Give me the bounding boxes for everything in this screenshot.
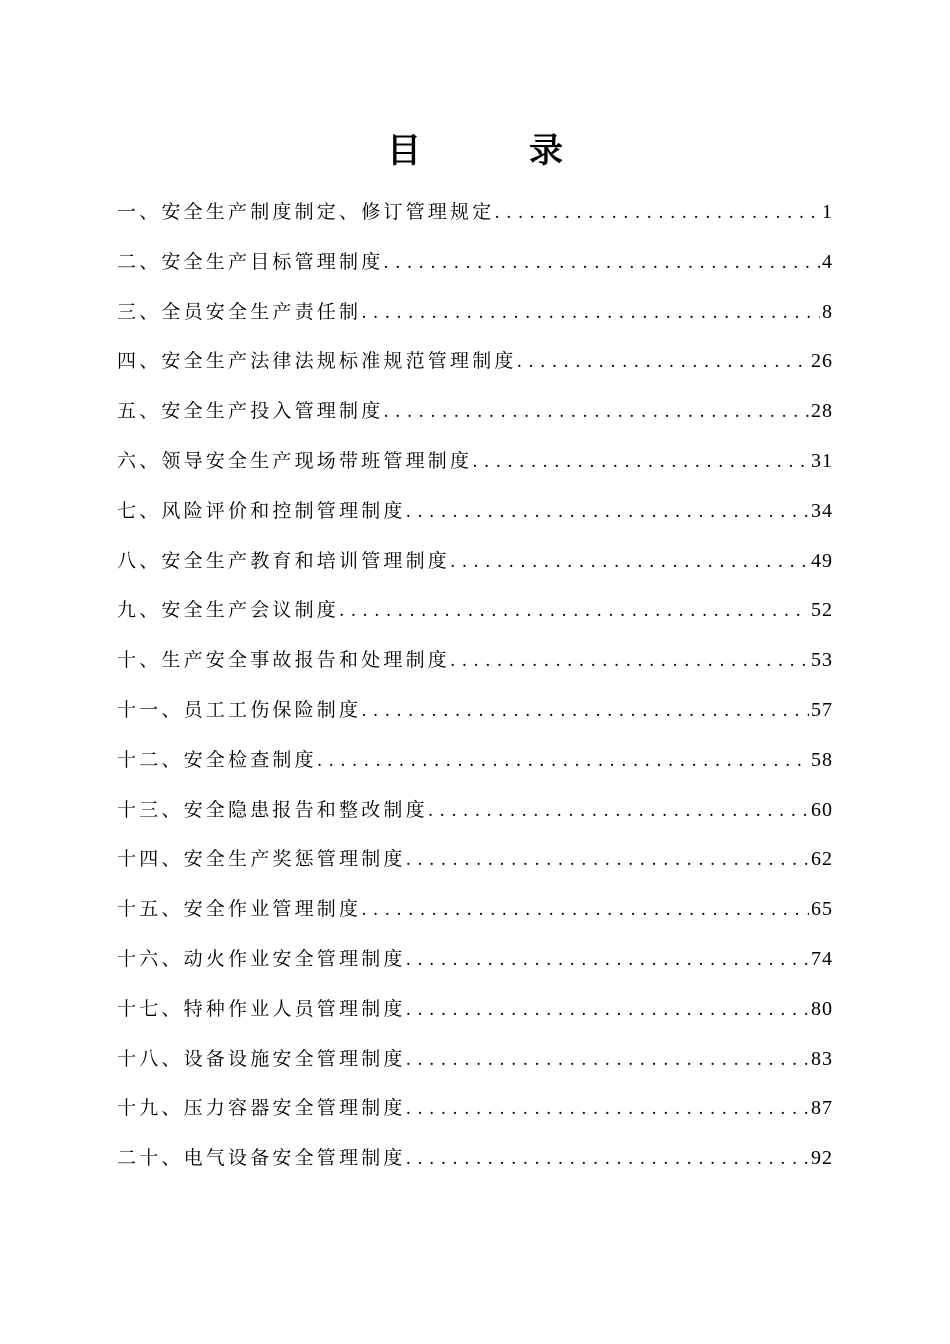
toc-entry[interactable]	[117, 586, 833, 636]
toc-dot-leader	[339, 587, 809, 637]
toc-entry-page: 60	[811, 798, 833, 821]
toc-entry-label: 十六、动火作业安全管理制度	[117, 947, 406, 970]
toc-entry[interactable]	[117, 1134, 833, 1184]
toc-entry-page: 28	[811, 400, 833, 423]
toc-entry-label: 十四、安全生产奖惩管理制度	[117, 848, 406, 871]
toc-dot-leader	[383, 239, 820, 289]
toc-dot-leader	[450, 538, 809, 588]
page-title	[0, 128, 950, 174]
toc-entry-page: 83	[811, 1047, 833, 1070]
toc-entry-page: 80	[811, 997, 833, 1020]
toc-entry-label: 三、全员安全生产责任制	[117, 300, 362, 323]
toc-entry[interactable]	[117, 636, 833, 686]
toc-entry-page: 1	[822, 201, 833, 223]
toc-entry[interactable]	[117, 686, 833, 736]
toc-entry[interactable]	[117, 786, 833, 836]
toc-entry-label: 六、领导安全生产现场带班管理制度	[117, 449, 473, 472]
toc-entry-label: 七、风险评价和控制管理制度	[117, 499, 406, 522]
toc-dot-leader	[406, 986, 809, 1036]
toc-entry-label: 五、安全生产投入管理制度	[117, 400, 384, 423]
toc-entry[interactable]	[117, 537, 833, 587]
toc-dot-leader	[428, 787, 809, 837]
toc-entry-label: 十、生产安全事故报告和处理制度	[117, 649, 451, 672]
toc-entry-label: 二十、电气设备安全管理制度	[117, 1147, 406, 1170]
toc-entry-label: 二、安全生产目标管理制度	[117, 250, 384, 273]
toc-entry-page: 26	[811, 350, 833, 373]
toc-entry-label: 一、安全生产制度制定、修订管理规定	[117, 201, 495, 223]
toc-entry-label: 十九、压力容器安全管理制度	[117, 1097, 406, 1120]
toc-entry-label: 八、安全生产教育和培训管理制度	[117, 549, 451, 572]
toc-entry-label: 十一、员工工伤保险制度	[117, 698, 362, 721]
toc-entry-page: 49	[811, 549, 833, 572]
toc-entry-page: 62	[811, 848, 833, 871]
toc-entry-page: 52	[811, 599, 833, 622]
toc-dot-leader	[361, 886, 809, 936]
toc-entry-label: 十八、设备设施安全管理制度	[117, 1047, 406, 1070]
toc-dot-leader	[406, 836, 809, 886]
toc-entry-label: 十三、安全隐患报告和整改制度	[117, 798, 428, 821]
toc-dot-leader	[450, 637, 809, 687]
toc-entry-page: 57	[811, 698, 833, 721]
toc-dot-leader	[361, 289, 820, 339]
toc-entry-page: 74	[811, 947, 833, 970]
toc-entry-label: 十二、安全检查制度	[117, 748, 317, 771]
toc-dot-leader	[494, 189, 820, 239]
toc-dot-leader	[317, 737, 809, 787]
toc-entry-page: 87	[811, 1097, 833, 1120]
toc-entry[interactable]	[117, 885, 833, 935]
toc-entry-label: 四、安全生产法律法规标准规范管理制度	[117, 350, 517, 373]
toc-dot-leader	[361, 687, 809, 737]
toc-entry-label: 九、安全生产会议制度	[117, 599, 340, 622]
toc-entry[interactable]	[117, 1084, 833, 1134]
toc-dot-leader	[406, 1135, 809, 1185]
toc-dot-leader	[383, 388, 809, 438]
toc-entry[interactable]	[117, 437, 833, 487]
title-char-2: 录	[529, 131, 563, 171]
toc-dot-leader	[517, 338, 809, 388]
toc-entry[interactable]	[117, 337, 833, 387]
title-char-1: 目	[387, 131, 421, 171]
toc-dot-leader	[406, 1036, 809, 1086]
table-of-contents	[117, 188, 833, 1184]
toc-entry[interactable]	[117, 1035, 833, 1085]
toc-entry-page: 31	[811, 449, 833, 472]
toc-entry[interactable]	[117, 985, 833, 1035]
toc-entry-label: 十五、安全作业管理制度	[117, 898, 362, 921]
toc-entry-page: 53	[811, 649, 833, 672]
toc-entry[interactable]	[117, 935, 833, 985]
toc-entry[interactable]	[117, 487, 833, 537]
toc-entry[interactable]	[117, 835, 833, 885]
toc-entry[interactable]	[117, 387, 833, 437]
toc-entry-page: 58	[811, 748, 833, 771]
toc-entry-page: 4	[822, 250, 833, 273]
toc-entry-page: 92	[811, 1147, 833, 1170]
toc-dot-leader	[406, 488, 809, 538]
toc-entry[interactable]	[117, 288, 833, 338]
toc-entry-label: 十七、特种作业人员管理制度	[117, 997, 406, 1020]
toc-dot-leader	[472, 438, 809, 488]
toc-dot-leader	[406, 1085, 809, 1135]
toc-entry-page: 65	[811, 898, 833, 921]
toc-dot-leader	[406, 936, 809, 986]
toc-entry[interactable]	[117, 238, 833, 288]
toc-entry[interactable]	[117, 188, 833, 238]
toc-entry-page: 34	[811, 499, 833, 522]
toc-entry-page: 8	[822, 300, 833, 323]
toc-entry[interactable]	[117, 736, 833, 786]
